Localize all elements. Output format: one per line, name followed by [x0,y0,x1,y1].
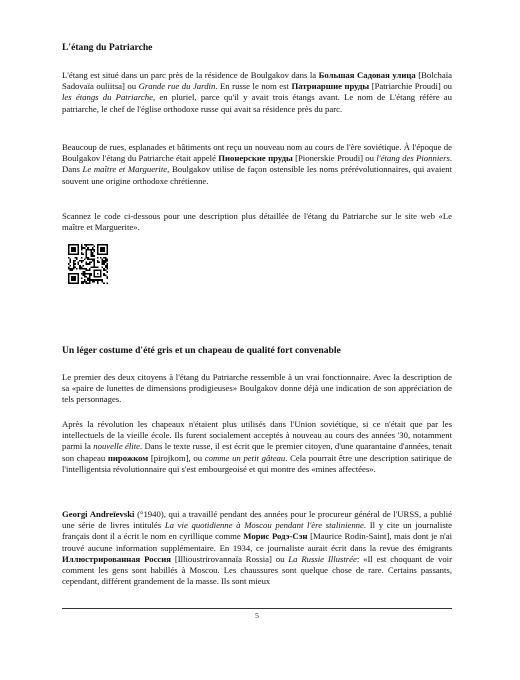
italic-term: Le maître et Marguerite [82,164,168,175]
text-run: [Patriarchie Proudi] ou [369,81,453,92]
paragraph [62,70,452,115]
text-run: . Dans [62,153,453,175]
bold-term: пирожком [107,452,149,463]
text-run: Après la révolution les chapeaux n'étaient plus utilisés dans l'Union soviétique, si ce n'était que par les intellectuels de la vieille école. Ils furent socialement acceptés à nouveau au cours des années '30, notamment parmi la [62,419,452,452]
italic-term: les étangs du Patriarche [62,92,153,103]
paragraph [62,211,452,233]
paragraph [62,142,452,187]
text-run: , Boulgakov utilise de façon ostensible les noms prérévolutionnaires, qui avaient souvent une origine orthodoxe chrétienne. [62,164,453,186]
text-run: L'étang est situé dans un parc près de la résidence de Boulgakov dans la [62,70,319,80]
italic-term: La Russie Illustrée [288,553,357,564]
text-run: [Maurice Rodin-Saint], mais dont je n'ai trouvé aucune information supplémentaire. En 1934, ce journaliste aurait écrit dans la revue des émigrants [62,531,452,553]
text-run: , en pluriel, parce qu'il y avait trois étangs avant. Le nom de L'étang réfère au patriarche, le chef de l'église orthodoxe russe qui avait sa résidence près du parc. [62,92,452,114]
text-run: . En russe le nom est [215,81,292,92]
footer-rule [62,608,452,609]
italic-term: l'étang des Pionniers [376,153,450,164]
italic-term: La vie quotidienne à Moscou pendant l'ère stalinienne [164,520,364,531]
bold-term: Морис Родэ-Сэн [243,531,308,542]
section-heading-summer-suit: Un léger costume d'été gris et un chapeau de qualité fort convenable [62,345,341,356]
text-run: [Pionerskie Proudi] ou [292,153,377,164]
section-heading-patriarch-pond: L'étang du Patriarche [62,42,153,53]
text-run: . Cela pourrait être une description satirique de l'intelligentsia révolutionnaire qui s'est embourgeoisé et qui montre des «mines affectées». [62,452,452,474]
bold-term: Georgi Andreïevski [62,509,135,519]
text-run: [Illioustrirovannaïa Rossia] ou [170,553,289,564]
text-run: . Dans le texte russe, il est écrit que le premier citoyen, d'une quarantaine d'années, tenait son chapeau [62,441,452,463]
paragraph [62,372,452,406]
page-number: 5 [255,611,259,620]
text-run: . Il y cite un journaliste français dont il a écrit le nom en cyrillique comme [62,520,452,542]
text-run: Beaucoup de rues, esplanades et bâtiments ont reçu un nouveau nom au cours de l'ère soviétique. À l'époque de Boulgakov l'étang du Patriarche était appelé [62,142,452,164]
text-run: (°1940), qui a travaillé pendant des années pour le procureur général de l'URSS, a publié une série de livres intitulés [62,509,452,531]
text-run: Le premier des deux citoyens à l'étang du Patriarche ressemble à un vrai fonctionnaire. Avec la description de sa «paire de lunettes de dimensions prodigieuses» Boulgakov donne déjà une indication de son appréciation de tels personnages. [62,372,452,405]
text-run: [Bolchaïa Sadovaïa ouliitsa] ou [62,70,452,92]
paragraph [62,419,452,475]
bold-term: Патриаршие пруды [291,81,370,92]
bold-term: Пионерские пруды [218,153,293,164]
bold-term: Большая Садовая улица [318,70,416,80]
italic-term: Grande rue du Jardin [138,81,216,92]
qr-code-icon[interactable] [68,244,108,284]
italic-term: comme un petit gâteau [204,452,286,463]
text-run: : «Il est choquant de voir comment les gens sont habillés à Moscou. Les chaussures sont quelque chose de rare. Certains passants, cependant, différent grandement de la masse. Ils sont mieux [62,553,452,587]
bold-term: Иллюстрированная Россия [62,553,171,564]
text-run: Scannez le code ci-dessous pour une description plus détaillée de l'étang du Patriarche sur le site web «Le maître et Marguerite». [62,211,452,233]
text-run: [pirojkom], ou [148,452,205,463]
paragraph [62,509,452,587]
italic-term: nouvelle élite [93,441,140,452]
